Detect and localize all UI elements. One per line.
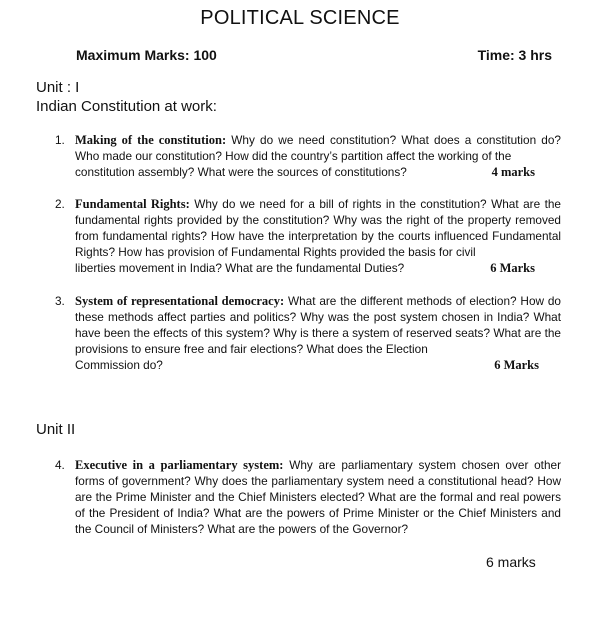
unit-1-label: Unit : I xyxy=(36,79,80,96)
question-2 xyxy=(55,196,561,276)
unit-1-subtitle: Indian Constitution at work: xyxy=(36,98,217,115)
question-marks: 6 Marks xyxy=(490,261,535,275)
question-1 xyxy=(55,132,561,180)
question-heading: System of representational democracy: xyxy=(75,294,285,308)
question-number: 3. xyxy=(55,294,65,308)
exam-info-row xyxy=(76,47,552,63)
question-text: Why do we need constitution? What does a constitution do? Who made our constitution? How did the country’s partition affect the working of the xyxy=(75,133,561,163)
question-text-end: liberties movement in India? What are the fundamental Duties? xyxy=(75,261,405,275)
question-number: 4. xyxy=(55,458,65,472)
question-text: Why are parliamentary system chosen over other forms of government? Why does the parliamentary system need a constitutional head? How are the Prime Minister and the Chief Ministers elected? What are the formal and real powers of the President of India? What are the powers of Prime Minister or the Chief Ministers and the Council of Ministers? What are the powers of the Governor? xyxy=(75,458,562,536)
question-heading: Making of the constitution: xyxy=(75,133,227,147)
question-text: What are the different methods of election? How do these methods affect parties and politics? Why was the post system chosen in India? What have been the effects of this system? Why is there a system of reserved seats? What are the provisions to ensure free and fair elections? What does the Election xyxy=(75,294,561,356)
question-text-end: constitution assembly? What were the sources of constitutions? xyxy=(75,165,407,179)
unit-2-label: Unit II xyxy=(36,421,76,438)
question-text-end: Commission do? xyxy=(75,358,163,372)
question-last-line xyxy=(75,260,561,276)
question-last-line xyxy=(75,164,561,180)
question-3 xyxy=(55,293,561,373)
page-title: POLITICAL SCIENCE xyxy=(200,7,400,29)
question-marks: 4 marks xyxy=(491,165,535,179)
question-number: 2. xyxy=(55,197,65,211)
question-heading: Executive in a parliamentary system: xyxy=(75,458,284,472)
exam-time: Time: 3 hrs xyxy=(477,47,552,63)
question-heading: Fundamental Rights: xyxy=(75,197,190,211)
maximum-marks: Maximum Marks: 100 xyxy=(76,47,217,63)
question-4 xyxy=(55,457,562,537)
unit-2-marks: 6 marks xyxy=(486,554,536,570)
question-marks: 6 Marks xyxy=(494,358,539,372)
question-last-line xyxy=(75,357,561,373)
question-text: Why do we need for a bill of rights in the constitution? What are the fundamental rights provided by the constitution? Why was the right of the property removed from fundamental rights? How have the interpretation by the courts influenced Fundamental Rights? How has provision of Fundamental Rights provided the basis for civil xyxy=(75,197,561,259)
question-number: 1. xyxy=(55,133,65,147)
